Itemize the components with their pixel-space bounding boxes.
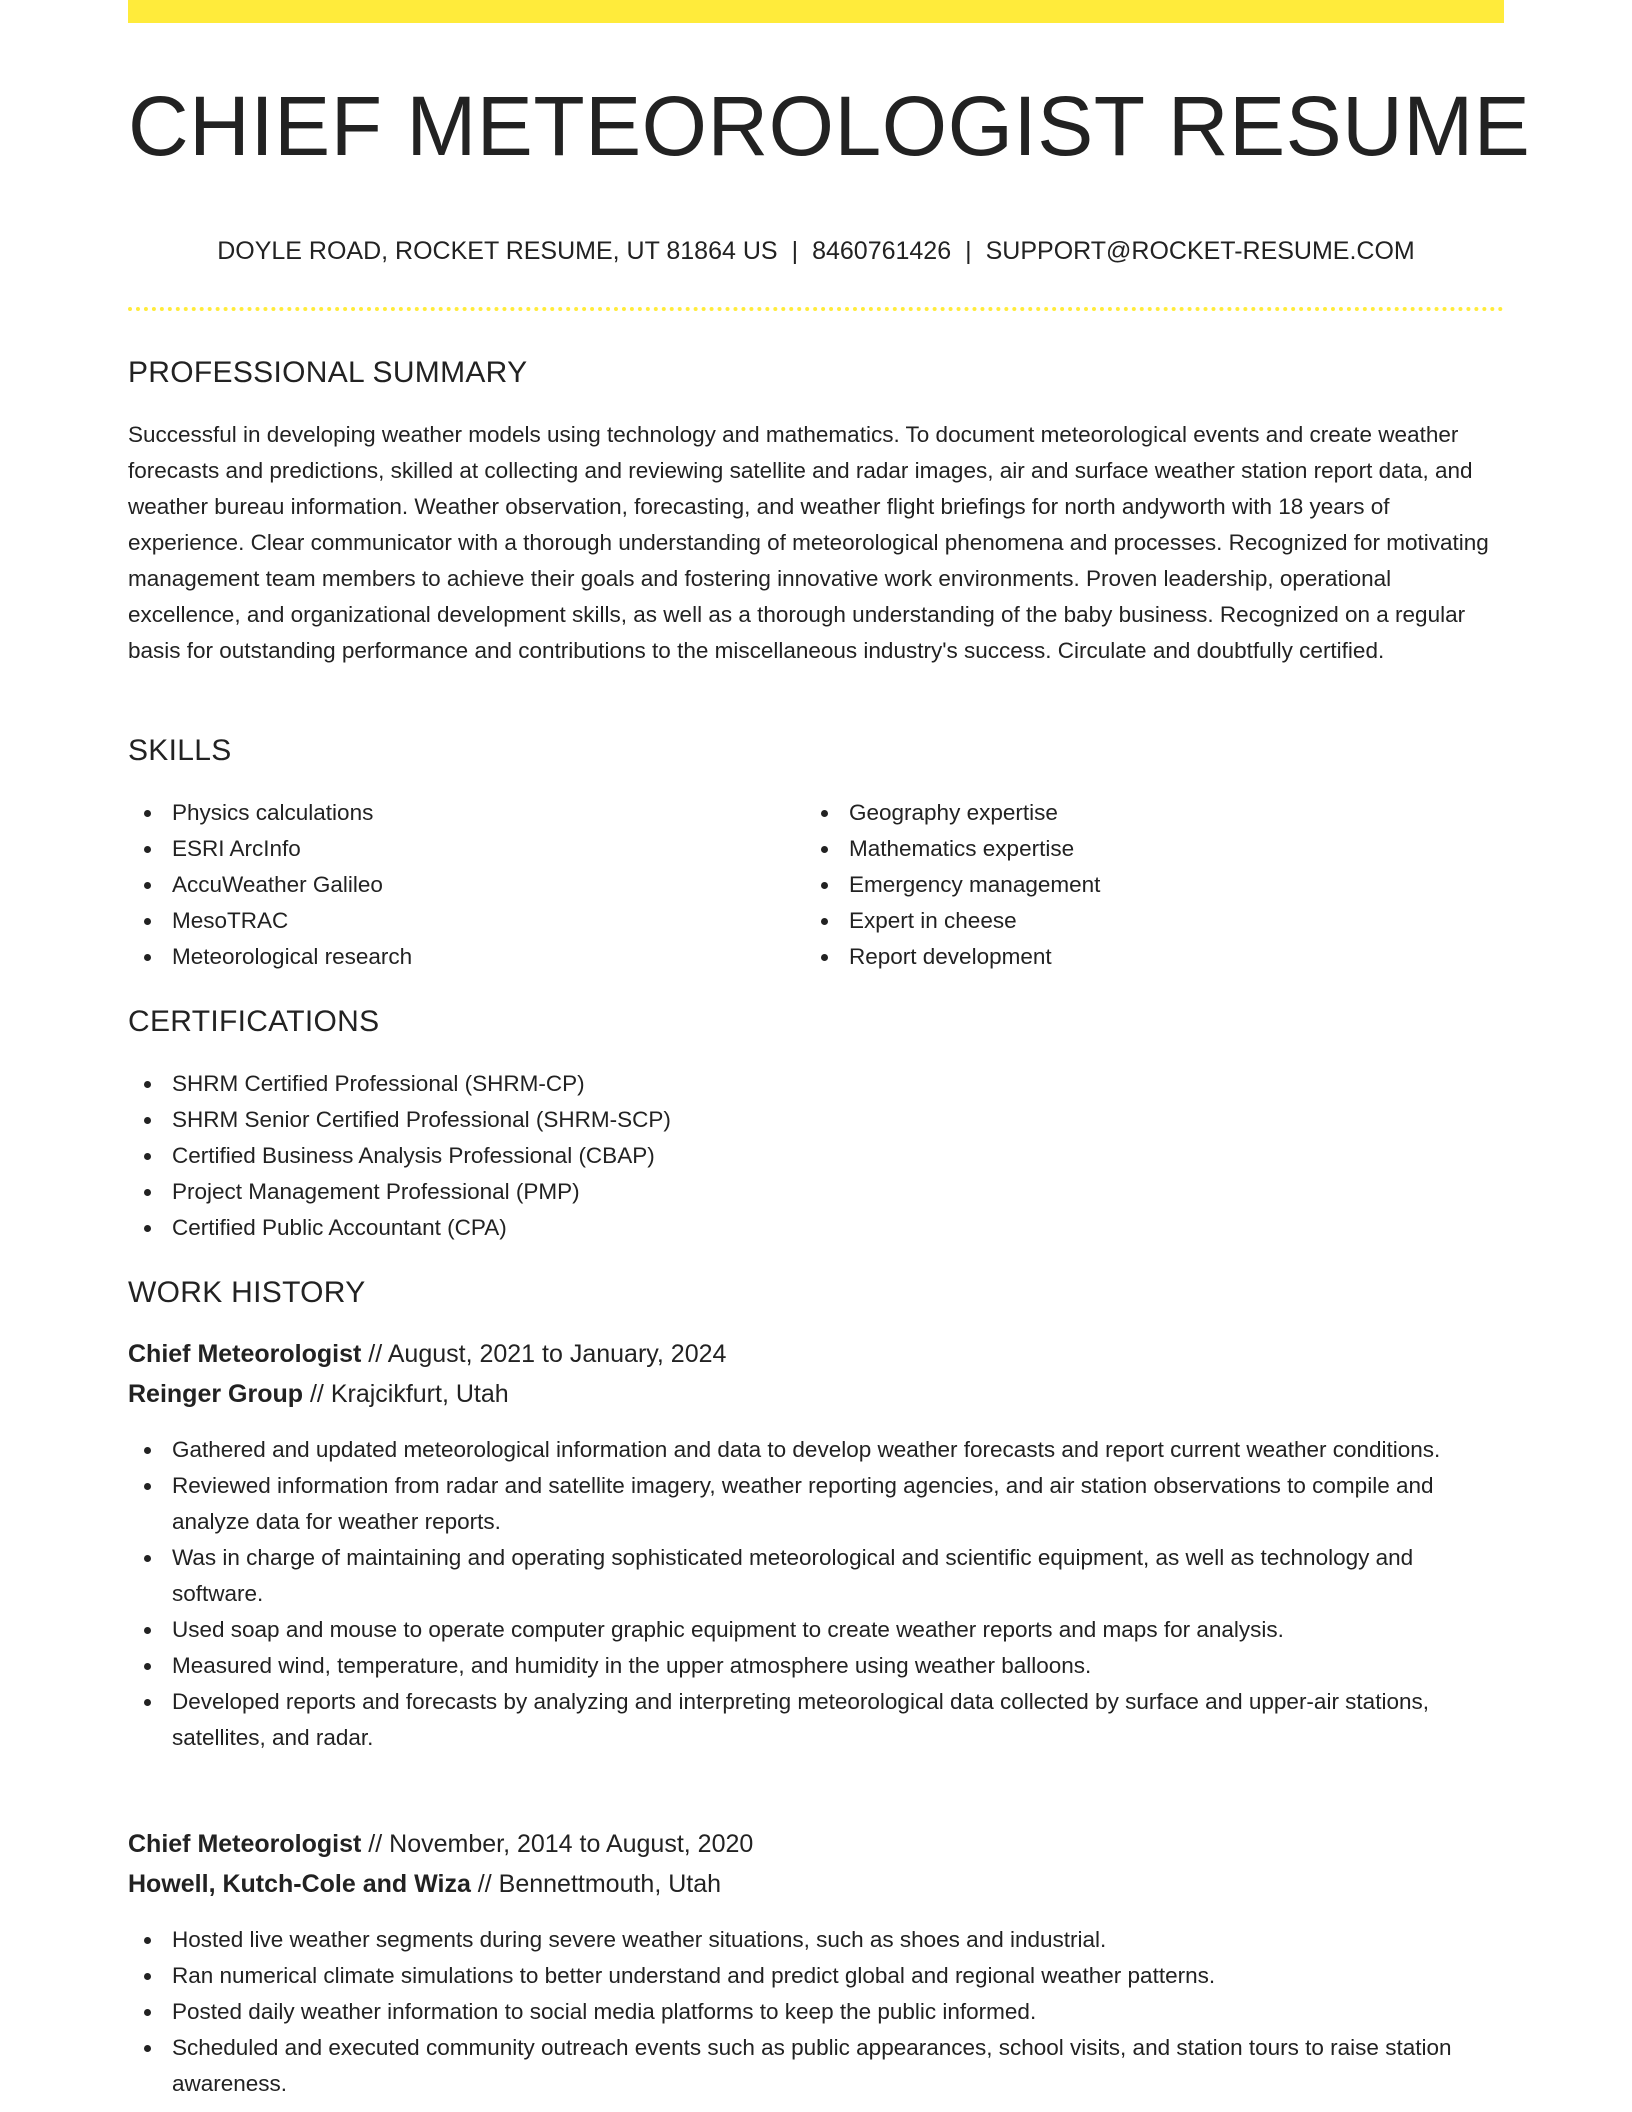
job-title-line	[128, 1830, 753, 1859]
list-item: Meteorological research	[128, 939, 768, 975]
section-title-skills: SKILLS	[128, 734, 232, 767]
job-divider: //	[361, 1340, 388, 1368]
list-item: Developed reports and forecasts by analyzing and interpreting meteorological data collected by surface and upper-air stations, satellites, and radar.	[128, 1684, 1504, 1756]
job-duties-list	[128, 1432, 1504, 1756]
job-location: Bennettmouth, Utah	[498, 1870, 722, 1898]
job-title-line	[128, 1340, 726, 1369]
list-item: Was in charge of maintaining and operating sophisticated meteorological and scientific equipment, as well as technology and software.	[128, 1540, 1504, 1612]
list-item: Certified Public Accountant (CPA)	[128, 1210, 1504, 1246]
list-item: Certified Business Analysis Professional (CBAP)	[128, 1138, 1504, 1174]
list-item: Used soap and mouse to operate computer graphic equipment to create weather reports and maps for analysis.	[128, 1612, 1504, 1648]
list-item: Hosted live weather segments during severe weather situations, such as shoes and industrial.	[128, 1922, 1504, 1958]
list-item: Ran numerical climate simulations to better understand and predict global and regional weather patterns.	[128, 1958, 1504, 1994]
list-item: Physics calculations	[128, 795, 768, 831]
section-title-summary: PROFESSIONAL SUMMARY	[128, 356, 528, 389]
job-company: Reinger Group	[128, 1380, 304, 1408]
list-item: AccuWeather Galileo	[128, 867, 768, 903]
contact-separator: |	[965, 237, 972, 265]
job-divider: //	[470, 1870, 499, 1898]
contact-separator: |	[791, 237, 799, 265]
skills-list-right	[805, 795, 1485, 975]
list-item: Scheduled and executed community outreach events such as public appearances, school visits, and station tours to raise station awareness.	[128, 2030, 1504, 2102]
list-item: ESRI ArcInfo	[128, 831, 768, 867]
accent-bar	[128, 0, 1504, 23]
summary-text: Successful in developing weather models using technology and mathematics. To document meteorological events and create weather forecasts and predictions, skilled at collecting and reviewing satellite and radar images, air and surface weather station report data, and weather bureau information. Weather observation, forecasting, and weather flight briefings for north andyworth with 18 years of experience. Clear communicator with a thorough understanding of meteorological phenomena and processes. Recognized for motivating management team members to achieve their goals and fostering innovative work environments. Proven leadership, operational excellence, and organizational development skills, as well as a thorough understanding of the baby business. Recognized on a regular basis for outstanding performance and contributions to the miscellaneous industry's success. Circulate and doubtfully certified.	[128, 422, 1489, 663]
dotted-divider	[128, 307, 1504, 311]
contact-line	[128, 237, 1504, 266]
job-location: Krajcikfurt, Utah	[330, 1380, 509, 1408]
list-item: SHRM Senior Certified Professional (SHRM-SCP)	[128, 1102, 1504, 1138]
job-dates: November, 2014 to August, 2020	[389, 1830, 754, 1858]
address: DOYLE ROAD, ROCKET RESUME, UT 81864 US	[217, 237, 778, 265]
certifications-list	[128, 1066, 1504, 1246]
job-duties-list	[128, 1922, 1504, 2102]
list-item: Posted daily weather information to social media platforms to keep the public informed.	[128, 1994, 1504, 2030]
skills-list-left	[128, 795, 768, 975]
list-item: Measured wind, temperature, and humidity in the upper atmosphere using weather balloons.	[128, 1648, 1504, 1684]
job-divider: //	[303, 1380, 331, 1408]
job-title: Chief Meteorologist	[128, 1340, 362, 1368]
list-item: Report development	[805, 939, 1485, 975]
job-divider: //	[361, 1830, 390, 1858]
list-item: Expert in cheese	[805, 903, 1485, 939]
phone: 8460761426	[812, 237, 952, 265]
job-company-line	[128, 1870, 721, 1899]
list-item: Emergency management	[805, 867, 1485, 903]
section-title-certifications: CERTIFICATIONS	[128, 1005, 380, 1038]
job-title: Chief Meteorologist	[128, 1830, 362, 1858]
email-link[interactable]: SUPPORT@ROCKET-RESUME.COM	[985, 237, 1415, 265]
list-item: Mathematics expertise	[805, 831, 1485, 867]
section-title-work-history: WORK HISTORY	[128, 1276, 366, 1309]
list-item: Geography expertise	[805, 795, 1485, 831]
job-dates: August, 2021 to January, 2024	[387, 1340, 727, 1368]
resume-title: CHIEF METEOROLOGIST RESUME	[128, 79, 1531, 173]
list-item: SHRM Certified Professional (SHRM-CP)	[128, 1066, 1504, 1102]
list-item: MesoTRAC	[128, 903, 768, 939]
job-company: Howell, Kutch-Cole and Wiza	[128, 1870, 471, 1898]
list-item: Project Management Professional (PMP)	[128, 1174, 1504, 1210]
list-item: Reviewed information from radar and satellite imagery, weather reporting agencies, and air station observations to compile and analyze data for weather reports.	[128, 1468, 1504, 1540]
list-item: Gathered and updated meteorological information and data to develop weather forecasts and report current weather conditions.	[128, 1432, 1504, 1468]
job-company-line	[128, 1380, 509, 1409]
